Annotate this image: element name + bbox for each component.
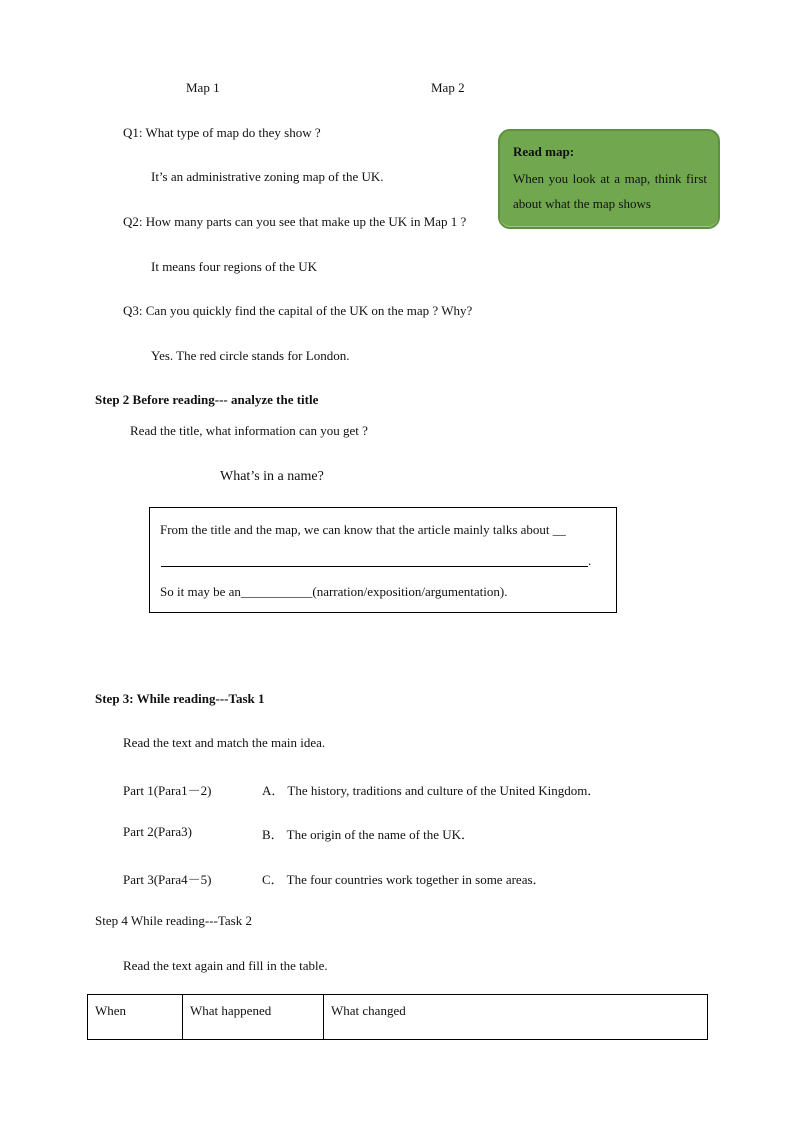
article-title: What’s in a name?	[220, 469, 324, 484]
part-label: Part 2(Para3)	[123, 824, 192, 839]
main-idea-option[interactable]: C． The four countries work together in some areas．	[262, 872, 546, 887]
answer-1: It’s an administrative zoning map of the UK.	[151, 169, 384, 184]
answer-3: Yes. The red circle stands for London.	[151, 348, 350, 363]
main-idea-option[interactable]: B． The origin of the name of the UK．	[262, 827, 475, 842]
step4-instruction: Read the text again and fill in the table.	[123, 958, 328, 973]
part-label: Part 1(Para1－2)	[123, 783, 212, 798]
step4-heading: Step 4 While reading---Task 2	[95, 913, 252, 928]
prediction-line-1: From the title and the map, we can know that the article mainly talks about __	[160, 522, 566, 537]
answer-2: It means four regions of the UK	[151, 259, 318, 274]
column-header-when: When	[88, 995, 183, 1040]
question-1: Q1: What type of map do they show ?	[123, 125, 321, 140]
fill-in-blank-line[interactable]	[161, 566, 588, 567]
question-2: Q2: How many parts can you see that make up the UK in Map 1 ?	[123, 214, 467, 229]
map1-label: Map 1	[186, 80, 220, 95]
question-3: Q3: Can you quickly find the capital of the UK on the map ? Why?	[123, 303, 473, 318]
prediction-line-3: So it may be an___________(narration/exposition/argumentation).	[160, 584, 508, 599]
tip-title: Read map:	[513, 144, 575, 159]
part-label: Part 3(Para4－5)	[123, 872, 212, 887]
step2-prompt: Read the title, what information can you get ?	[130, 423, 368, 438]
column-header-what-changed: What changed	[324, 995, 708, 1040]
step3-heading: Step 3: While reading---Task 1	[95, 691, 265, 706]
main-idea-option[interactable]: A． The history, traditions and culture of the United Kingdom．	[262, 783, 601, 798]
table-header-row	[88, 995, 708, 1040]
prediction-line-2-end: .	[588, 553, 592, 568]
map2-label: Map 2	[431, 80, 465, 95]
read-map-tip-box	[498, 129, 720, 229]
fill-in-table	[87, 994, 708, 1040]
step2-heading: Step 2 Before reading--- analyze the title	[95, 392, 319, 407]
tip-text: When you look at a map, think first about what the map shows	[513, 171, 707, 211]
prediction-box	[149, 507, 617, 613]
column-header-what-happened: What happened	[183, 995, 324, 1040]
step3-instruction: Read the text and match the main idea.	[123, 735, 326, 750]
